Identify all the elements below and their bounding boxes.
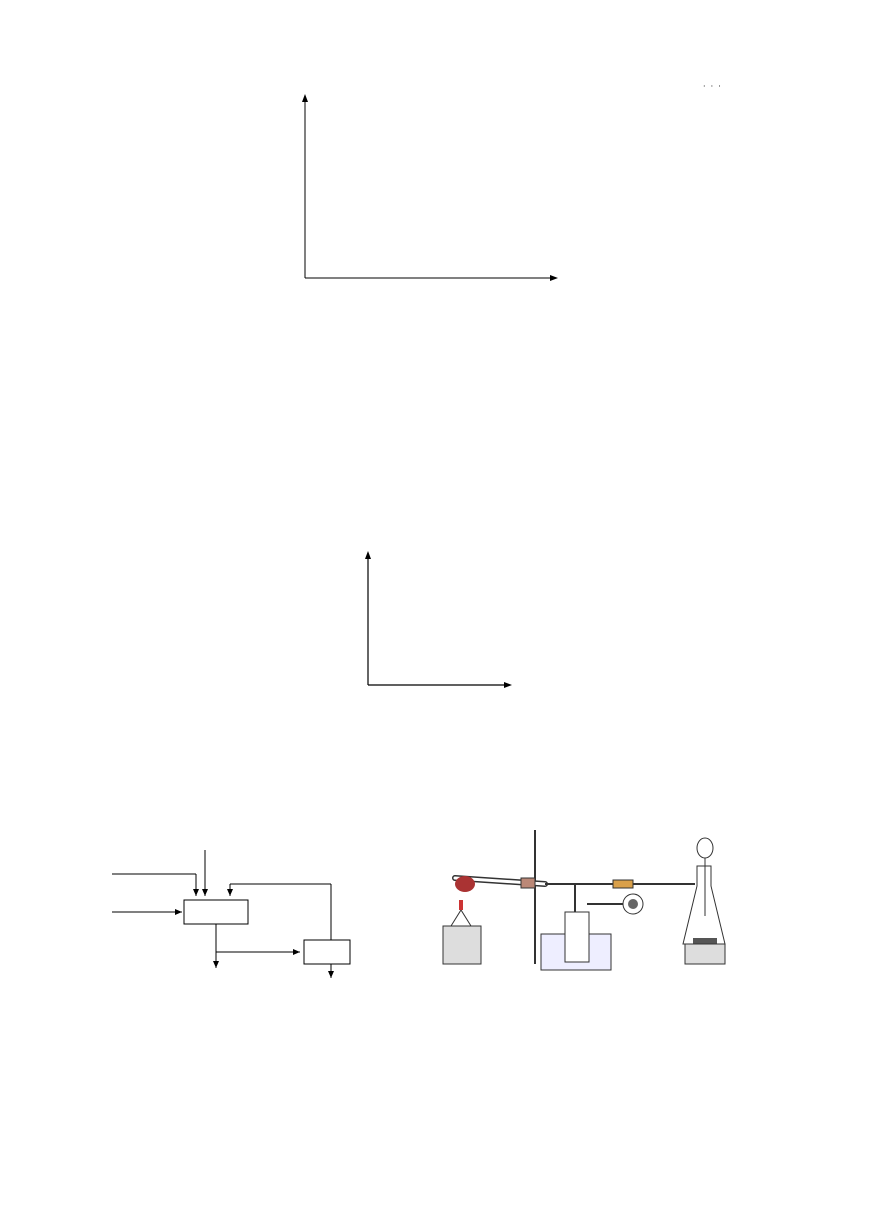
y-axis-arrow (302, 94, 308, 102)
y-axis-arrow (365, 551, 371, 559)
gas-bottle (565, 912, 589, 962)
valence-class-chart (270, 88, 590, 310)
emphasis-dots: · · · (703, 82, 721, 91)
x-axis-arrow (504, 682, 512, 688)
flow-calc-box (304, 940, 350, 964)
flow-precip-box (184, 900, 248, 924)
x-axis-arrow (550, 275, 558, 281)
flow-diagram (110, 828, 380, 1000)
n-t-chart (320, 545, 560, 710)
separating-funnel (697, 838, 713, 858)
conical-flask (683, 866, 725, 944)
apparatus-diagram (435, 826, 775, 1000)
alcohol-lamp (451, 910, 471, 926)
burner-block (443, 926, 481, 964)
